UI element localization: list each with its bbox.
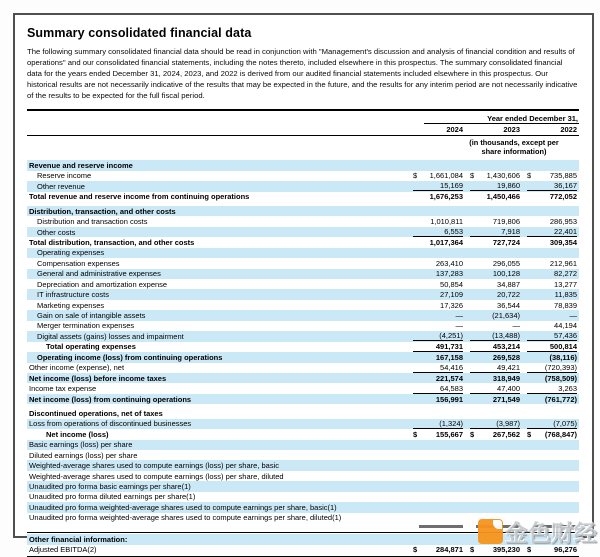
cell-inner xyxy=(470,238,520,247)
cell-inner xyxy=(470,171,520,180)
cell-value xyxy=(465,217,522,226)
table-row xyxy=(27,492,579,502)
cell-value xyxy=(408,280,465,289)
cell-inner xyxy=(470,227,520,237)
value-text: 20,722 xyxy=(497,290,520,300)
cell-inner xyxy=(527,192,577,201)
row-label: Unaudited pro forma weighted-average shares used to compute earnings per share, basic(1) xyxy=(29,502,337,512)
value-text: 772,052 xyxy=(549,192,577,202)
cell-inner xyxy=(413,395,463,404)
value-text: 284,871 xyxy=(435,545,463,555)
jinse-logo-icon xyxy=(478,519,503,544)
value-text: (4,251) xyxy=(439,331,463,341)
table-row xyxy=(27,160,579,170)
value-text: 6,553 xyxy=(444,227,463,237)
table-row xyxy=(27,258,579,268)
cell-value xyxy=(408,227,465,237)
value-text: 36,544 xyxy=(497,300,520,310)
row-label: Total revenue and reserve income from continuing operations xyxy=(29,192,250,202)
cell-value xyxy=(522,395,579,404)
cell-inner xyxy=(470,384,520,394)
currency-symbol: $ xyxy=(470,545,475,555)
value-text: 34,887 xyxy=(497,279,520,289)
row-label: Adjusted EBITDA(2) xyxy=(29,545,97,555)
table-row xyxy=(27,383,579,393)
cell-value xyxy=(408,238,465,247)
units-note-line2: share information) xyxy=(481,146,547,156)
cell-value xyxy=(522,227,579,237)
currency-symbol: $ xyxy=(527,171,532,181)
table-row xyxy=(27,310,579,320)
value-text: — xyxy=(455,311,463,321)
value-text: 221,574 xyxy=(435,373,463,383)
value-text: 395,230 xyxy=(492,545,520,555)
cell-inner xyxy=(413,301,463,310)
cell-inner xyxy=(413,374,463,383)
value-text: (3,987) xyxy=(496,418,520,428)
value-text: 167,158 xyxy=(435,352,463,362)
cell-value xyxy=(465,238,522,247)
currency-symbol: $ xyxy=(527,429,532,439)
cell-inner xyxy=(527,311,577,320)
cell-inner xyxy=(413,353,463,362)
table-row xyxy=(27,460,579,470)
row-label: Distribution, transaction, and other costs xyxy=(29,206,176,216)
cell-inner xyxy=(413,363,463,373)
value-text: 13,277 xyxy=(554,279,577,289)
total-rule-bar xyxy=(419,525,463,528)
cell-value xyxy=(465,384,522,394)
row-label: Total distribution, transaction, and other costs xyxy=(29,237,195,247)
value-text: 11,835 xyxy=(554,290,577,300)
currency-symbol: $ xyxy=(527,545,532,555)
cell-value xyxy=(465,290,522,299)
cell-value xyxy=(522,342,579,352)
cell-value xyxy=(522,238,579,247)
cell-value xyxy=(408,181,465,191)
cell-value xyxy=(465,430,522,439)
cell-value xyxy=(465,342,522,352)
cell-value xyxy=(408,430,465,439)
value-text: (7,075) xyxy=(553,418,577,428)
value-text: 267,562 xyxy=(492,429,520,439)
cell-inner xyxy=(413,217,463,226)
row-label: Basic earnings (loss) per share xyxy=(29,440,133,450)
value-text: — xyxy=(569,311,577,321)
cell-value xyxy=(465,331,522,341)
cell-inner xyxy=(470,280,520,289)
table-row xyxy=(27,269,579,279)
cell-value xyxy=(522,280,579,289)
value-text: (1,324) xyxy=(439,418,463,428)
cell-value xyxy=(522,321,579,330)
cell-value xyxy=(465,280,522,289)
value-text: 96,276 xyxy=(554,545,577,555)
cell-value xyxy=(522,259,579,268)
cell-value xyxy=(522,290,579,299)
cell-inner xyxy=(527,171,577,180)
row-label: Weighted-average shares used to compute earnings (loss) per share, diluted xyxy=(29,471,284,481)
row-label: Discontinued operations, net of taxes xyxy=(29,408,163,418)
value-text: 453,214 xyxy=(492,341,520,351)
row-label: Loss from operations of discontinued businesses xyxy=(29,419,192,429)
cell-value xyxy=(465,374,522,383)
cell-inner xyxy=(470,419,520,429)
value-text: 7,918 xyxy=(501,227,520,237)
cell-inner xyxy=(413,227,463,237)
table-row xyxy=(27,300,579,310)
row-label: Diluted earnings (loss) per share xyxy=(29,450,138,460)
cell-value xyxy=(408,331,465,341)
value-text: (13,488) xyxy=(492,331,520,341)
cell-inner xyxy=(470,331,520,341)
value-text: 1,450,466 xyxy=(486,192,520,202)
cell-value xyxy=(408,311,465,320)
cell-value xyxy=(465,311,522,320)
row-label: Other income (expense), net xyxy=(29,363,125,373)
row-label: IT infrastructure costs xyxy=(37,290,109,300)
cell-inner xyxy=(413,545,463,554)
cell-inner xyxy=(527,430,577,439)
cell-inner xyxy=(413,430,463,439)
value-text: 500,814 xyxy=(549,341,577,351)
cell-value xyxy=(408,259,465,268)
value-text: 64,583 xyxy=(440,383,463,393)
cell-value xyxy=(465,301,522,310)
table-row xyxy=(27,237,579,247)
cell-value xyxy=(408,363,465,373)
cell-inner xyxy=(527,353,577,362)
value-text: (38,116) xyxy=(549,352,577,362)
table-row xyxy=(27,429,579,439)
table-row xyxy=(27,321,579,331)
row-label: Net income (loss) before income taxes xyxy=(29,373,167,383)
cell-inner xyxy=(470,290,520,299)
value-text: 156,991 xyxy=(435,394,463,404)
cell-value xyxy=(408,321,465,330)
cell-inner xyxy=(470,192,520,201)
table-row xyxy=(27,394,579,404)
cell-value xyxy=(465,363,522,373)
intro-paragraph: The following summary consolidated financial data should be read in conjunction with "Management's discussion and analysis of financial condition and results of operations" and our consolidated financial statements, including the notes thereto, included elsewhere in this prospectus. The summary consolidated financial data for the years ended December 31, 2024, 2023, and 2022 is derived from our audited financial statements included elsewhere in this prospectus. Our historical results are not necessarily indicative of the results that may be expected in the future, and the results for any interim period are not necessarily indicative of the results to be expected for the full fiscal period. xyxy=(27,47,578,100)
watermark xyxy=(478,515,597,548)
cell-inner xyxy=(413,171,463,180)
table-row xyxy=(27,502,579,512)
row-label: Merger termination expenses xyxy=(37,321,135,331)
cell-inner xyxy=(527,395,577,404)
cell-inner xyxy=(413,419,463,429)
cell-value xyxy=(522,430,579,439)
watermark-text: 金色财经 xyxy=(505,521,597,547)
cell-inner xyxy=(527,217,577,226)
cell-value xyxy=(408,301,465,310)
value-text: 1,430,606 xyxy=(486,171,520,181)
row-label: Income tax expense xyxy=(29,384,97,394)
cell-inner xyxy=(527,238,577,247)
cell-inner xyxy=(470,259,520,268)
cell-value xyxy=(522,353,579,362)
value-text: 263,410 xyxy=(435,258,463,268)
value-text: 19,860 xyxy=(497,181,520,191)
value-text: 47,400 xyxy=(497,383,520,393)
cell-inner xyxy=(413,181,463,191)
value-text: 212,961 xyxy=(549,258,577,268)
row-label: Net income (loss) from continuing operations xyxy=(29,394,192,404)
cell-value xyxy=(522,419,579,429)
cell-value xyxy=(465,353,522,362)
currency-symbol: $ xyxy=(470,171,475,181)
cell-value xyxy=(465,419,522,429)
value-text: 269,528 xyxy=(492,352,520,362)
row-label: Other revenue xyxy=(37,181,85,191)
value-text: (720,393) xyxy=(544,362,577,372)
cell-inner xyxy=(527,259,577,268)
value-text: 286,953 xyxy=(549,217,577,227)
cell-inner xyxy=(527,321,577,330)
cell-value xyxy=(408,545,465,554)
cell-inner xyxy=(413,192,463,201)
value-text: 296,055 xyxy=(492,258,520,268)
value-text: 82,272 xyxy=(554,269,577,279)
cell-value xyxy=(465,259,522,268)
row-label: Distribution and transaction costs xyxy=(37,217,148,227)
value-text: (21,634) xyxy=(492,311,520,321)
cell-value xyxy=(465,192,522,201)
value-text: 27,109 xyxy=(440,290,463,300)
cell-inner xyxy=(527,419,577,429)
cell-inner xyxy=(413,384,463,394)
row-label: Operating income (loss) from continuing operations xyxy=(37,352,223,362)
cell-inner xyxy=(413,331,463,341)
cell-inner xyxy=(470,217,520,226)
cell-value xyxy=(408,419,465,429)
row-label: Other financial information: xyxy=(29,534,128,544)
cell-value xyxy=(522,331,579,341)
value-text: 309,354 xyxy=(549,237,577,247)
cell-value xyxy=(465,181,522,191)
value-text: — xyxy=(512,321,520,331)
row-label: Depreciation and amortization expense xyxy=(37,279,168,289)
cell-value xyxy=(408,171,465,180)
value-text: 100,128 xyxy=(492,269,520,279)
cell-value xyxy=(522,217,579,226)
value-text: 17,326 xyxy=(440,300,463,310)
value-text: — xyxy=(455,321,463,331)
row-label: Operating expenses xyxy=(37,248,105,258)
cell-value xyxy=(522,311,579,320)
table-row xyxy=(27,471,579,481)
cell-inner xyxy=(470,353,520,362)
cell-value xyxy=(522,301,579,310)
row-label: Compensation expenses xyxy=(37,258,120,268)
cell-value xyxy=(465,395,522,404)
cell-inner xyxy=(470,430,520,439)
cell-value xyxy=(408,353,465,362)
value-text: 36,167 xyxy=(554,181,577,191)
cell-inner xyxy=(413,290,463,299)
cell-inner xyxy=(470,311,520,320)
table-row xyxy=(27,408,579,418)
cell-value xyxy=(522,269,579,278)
cell-value xyxy=(408,374,465,383)
value-text: 22,401 xyxy=(554,227,577,237)
row-label: Reserve income xyxy=(37,171,92,181)
cell-value xyxy=(408,269,465,278)
table-row xyxy=(27,279,579,289)
cell-inner xyxy=(527,342,577,352)
cell-value xyxy=(408,395,465,404)
value-text: 50,854 xyxy=(440,279,463,289)
row-label: Unaudited pro forma weighted-average shares used to compute earnings per share, diluted(1) xyxy=(29,513,342,523)
value-text: 54,416 xyxy=(440,362,463,372)
table-row xyxy=(27,419,579,429)
cell-value xyxy=(465,227,522,237)
value-text: 318,949 xyxy=(492,373,520,383)
value-text: 727,724 xyxy=(492,237,520,247)
value-text: 49,421 xyxy=(497,362,520,372)
table-row xyxy=(27,192,579,202)
cell-inner xyxy=(527,374,577,383)
cell-inner xyxy=(527,269,577,278)
value-text: 78,839 xyxy=(554,300,577,310)
document-frame xyxy=(13,13,594,555)
table-header xyxy=(27,111,579,157)
cell-value xyxy=(465,321,522,330)
cell-value xyxy=(465,269,522,278)
cell-inner xyxy=(470,321,520,330)
row-label: Digital assets (gains) losses and impairment xyxy=(37,331,184,341)
cell-inner xyxy=(413,311,463,320)
row-label: Unaudited pro forma diluted earnings per share(1) xyxy=(29,492,196,502)
total-rule-cell xyxy=(408,525,465,528)
currency-symbol: $ xyxy=(413,545,418,555)
units-note-line1: (in thousands, except per xyxy=(469,137,559,147)
value-text: 137,283 xyxy=(435,269,463,279)
table-row xyxy=(27,352,579,362)
row-label: Other costs xyxy=(37,227,76,237)
value-text: 719,806 xyxy=(492,217,520,227)
cell-inner xyxy=(413,238,463,247)
cell-inner xyxy=(527,181,577,191)
value-text: (758,509) xyxy=(544,373,577,383)
row-label: Net income (loss) xyxy=(46,429,109,439)
page-title: Summary consolidated financial data xyxy=(27,26,252,40)
table-row xyxy=(27,450,579,460)
cell-inner xyxy=(470,301,520,310)
currency-symbol: $ xyxy=(470,429,475,439)
value-text: 57,436 xyxy=(554,331,577,341)
cell-inner xyxy=(470,374,520,383)
table-row xyxy=(27,171,579,181)
year-column-2023: 2023 xyxy=(503,124,520,134)
value-text: (768,847) xyxy=(544,429,577,439)
currency-symbol: $ xyxy=(413,171,418,181)
cell-inner xyxy=(413,259,463,268)
value-text: 1,676,253 xyxy=(429,192,463,202)
value-text: 491,731 xyxy=(435,341,463,351)
cell-inner xyxy=(413,342,463,352)
cell-value xyxy=(465,171,522,180)
cell-inner xyxy=(527,384,577,394)
cell-value xyxy=(522,181,579,191)
table-row xyxy=(27,227,579,237)
cell-inner xyxy=(527,301,577,310)
table-row xyxy=(27,216,579,226)
cell-inner xyxy=(527,363,577,373)
year-column-2024: 2024 xyxy=(446,124,463,134)
cell-value xyxy=(408,217,465,226)
row-label: Revenue and reserve income xyxy=(29,160,133,170)
value-text: 3,263 xyxy=(558,383,577,393)
cell-inner xyxy=(470,269,520,278)
table-row xyxy=(27,481,579,491)
table-row xyxy=(27,289,579,299)
value-text: 1,010,811 xyxy=(430,217,463,227)
value-text: 44,194 xyxy=(554,321,577,331)
row-label: Total operating expenses xyxy=(46,342,136,352)
table-row xyxy=(27,373,579,383)
year-columns xyxy=(27,124,579,136)
value-text: 15,169 xyxy=(440,181,463,191)
cell-inner xyxy=(470,342,520,352)
cell-inner xyxy=(470,363,520,373)
cell-inner xyxy=(470,395,520,404)
table-row xyxy=(27,342,579,352)
value-text: 735,885 xyxy=(549,171,577,181)
cell-inner xyxy=(413,269,463,278)
currency-symbol: $ xyxy=(413,429,418,439)
cell-value xyxy=(522,374,579,383)
cell-inner xyxy=(470,181,520,191)
year-column-2022: 2022 xyxy=(560,124,577,134)
cell-inner xyxy=(413,280,463,289)
value-text: (761,772) xyxy=(544,394,577,404)
value-text: 155,667 xyxy=(435,429,463,439)
cell-value xyxy=(408,192,465,201)
cell-inner xyxy=(527,290,577,299)
cell-inner xyxy=(527,331,577,341)
cell-value xyxy=(408,342,465,352)
row-label: Gain on sale of intangible assets xyxy=(37,311,146,321)
table-row xyxy=(27,440,579,450)
cell-inner xyxy=(413,321,463,330)
table-row xyxy=(27,181,579,191)
cell-value xyxy=(522,363,579,373)
cell-value xyxy=(408,384,465,394)
row-label: General and administrative expenses xyxy=(37,269,161,279)
cell-value xyxy=(522,192,579,201)
value-text: 1,661,084 xyxy=(429,171,463,181)
table-row xyxy=(27,248,579,258)
cell-inner xyxy=(527,227,577,237)
value-text: 271,549 xyxy=(492,394,520,404)
period-header: Year ended December 31, xyxy=(424,113,579,124)
row-label: Weighted-average shares used to compute earnings (loss) per share, basic xyxy=(29,461,279,471)
cell-inner xyxy=(527,280,577,289)
row-label: Marketing expenses xyxy=(37,300,105,310)
value-text: 1,017,364 xyxy=(429,237,463,247)
table-row xyxy=(27,363,579,373)
table-row xyxy=(27,206,579,216)
cell-value xyxy=(522,384,579,394)
cell-value xyxy=(522,171,579,180)
row-label: Unaudited pro forma basic earnings per share(1) xyxy=(29,482,191,492)
units-note xyxy=(449,138,579,157)
cell-value xyxy=(408,290,465,299)
table-rows xyxy=(27,160,579,555)
table-row xyxy=(27,331,579,341)
